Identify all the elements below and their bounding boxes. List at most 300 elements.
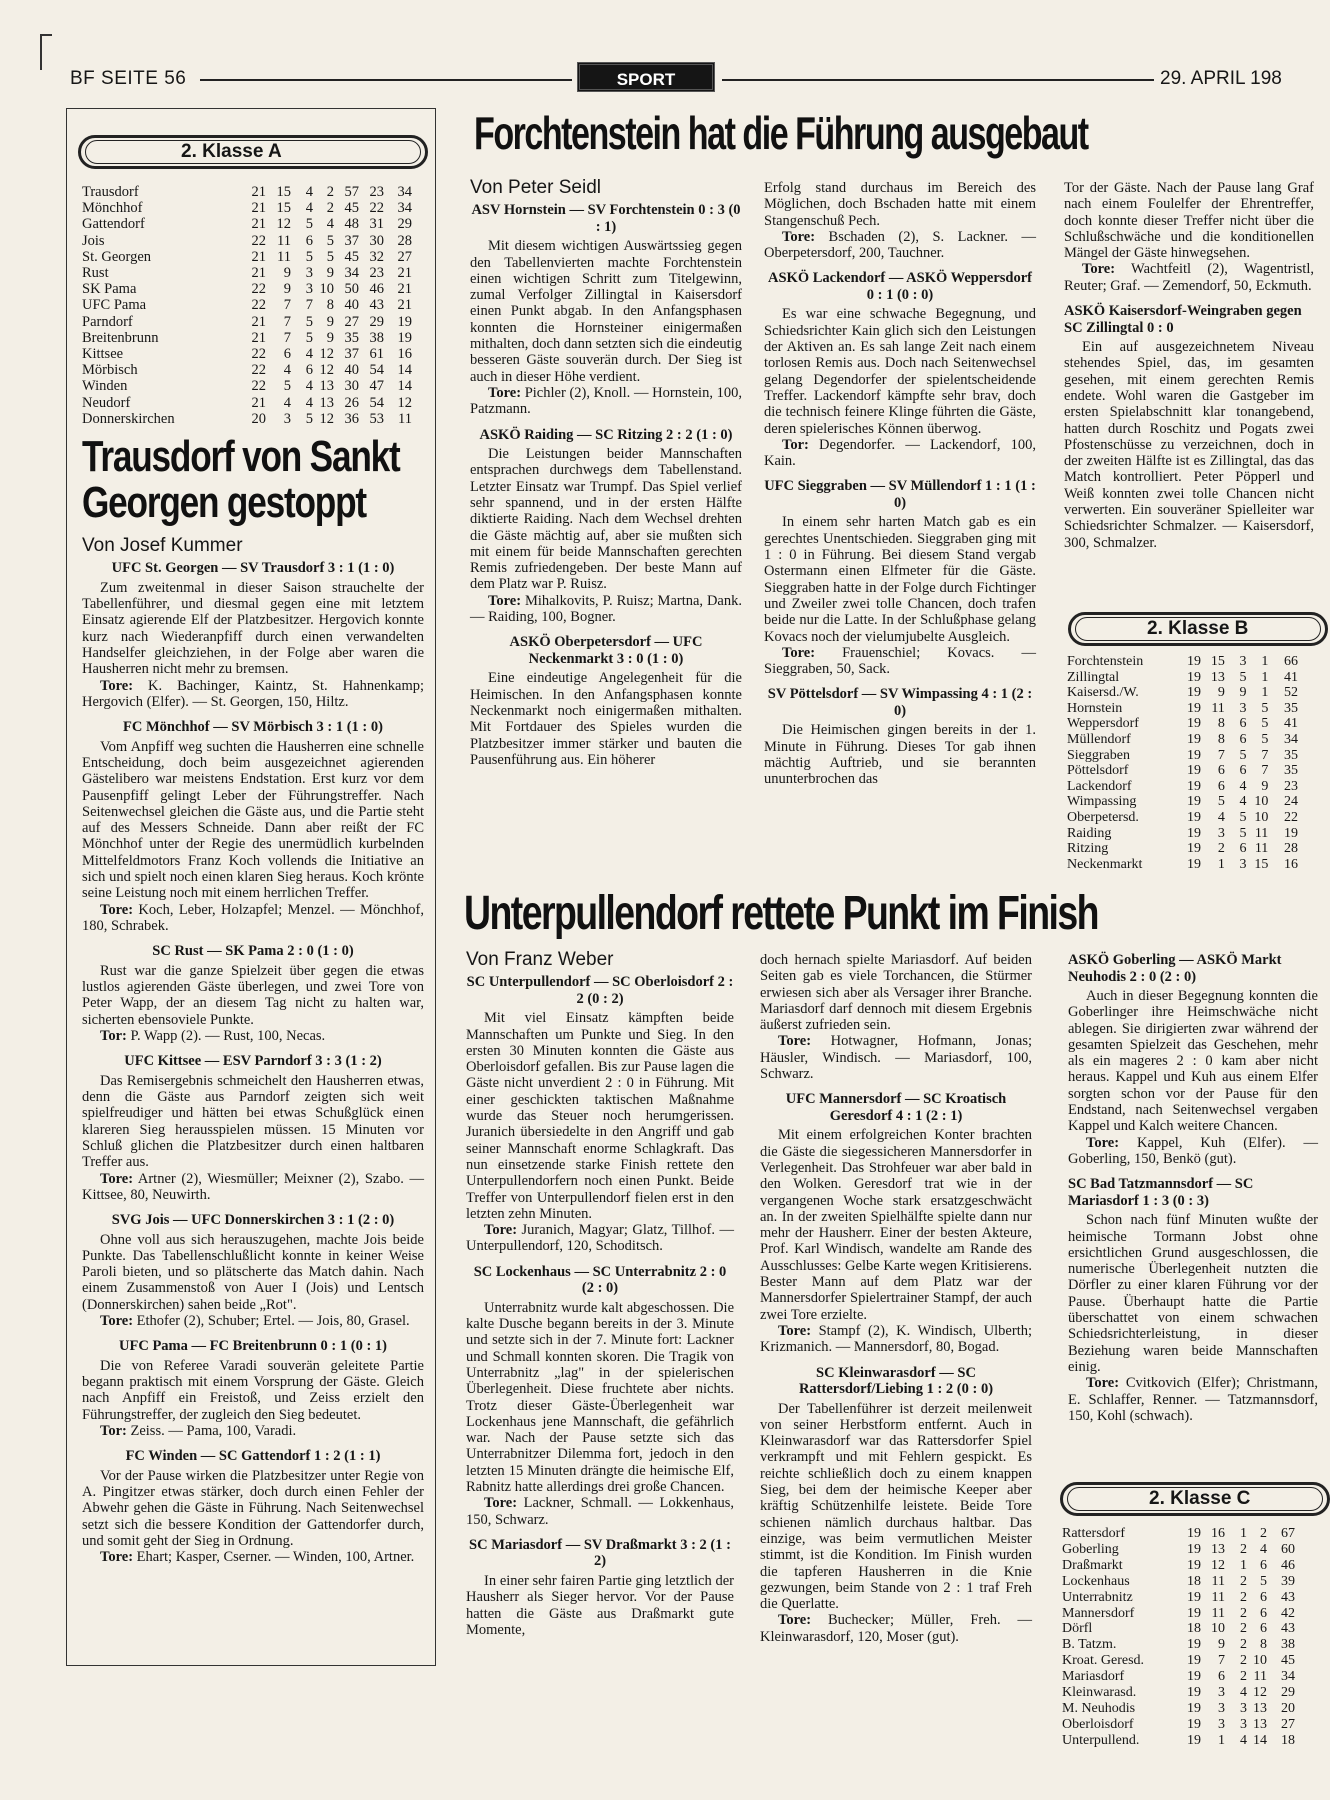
stat-cell: 4 <box>1240 1732 1247 1748</box>
stat-cell: 19 <box>1187 1557 1201 1573</box>
scorers <box>470 385 742 418</box>
team-name: Müllendorf <box>1067 731 1131 747</box>
stat-cell: 26 <box>344 394 359 411</box>
stat-cell: 11 <box>1254 841 1269 857</box>
stat-cell: 14 <box>1253 1732 1267 1748</box>
stat-cell: 4 <box>1260 1541 1267 1557</box>
team-name: Jois <box>82 232 105 249</box>
stat-cell: 7 <box>1261 763 1269 779</box>
team-name: Mönchhof <box>82 200 143 217</box>
stat-cell: 8 <box>1260 1637 1267 1653</box>
stat-cell: 19 <box>1187 778 1202 794</box>
scorers-label: Tore: <box>484 1222 518 1239</box>
stat-cell: 24 <box>1284 794 1298 810</box>
stat-cell: 19 <box>1187 1669 1201 1685</box>
stat-cell: 10 <box>1253 1653 1267 1669</box>
stat-cell: 2 <box>1240 1541 1247 1557</box>
match-heading: SC Kleinwarasdorf — SC Rattersdorf/Liebing 1 : 2 (0 : 0) <box>798 1364 994 1398</box>
stat-cell: 18 <box>1187 1573 1201 1589</box>
scorers <box>1064 261 1314 294</box>
match-report: Mit diesem wichtigen Auswärtssieg gegen den Tabellenvierten machte Forchtenstein einen wichtigen Schritt zum Titelgewinn, zumal Verfolger Zillingtal in Kaisersdorf einen Punkt abgab. In den Anfangsphasen konnten die Hornsteiner einigermaßen mithalten, doch dann setzten sich die eindeutig besseren Gäste souverän durch. Der Sieg ist auch in dieser Höhe verdient. <box>470 238 742 385</box>
stat-cell: 19 <box>1187 654 1202 669</box>
stat-cell: 5 <box>305 216 313 233</box>
stat-cell: 1 <box>1261 685 1269 701</box>
table-row <box>82 265 412 281</box>
stat-cell: 29 <box>1281 1685 1295 1701</box>
match-report: Der Tabellenführer ist derzeit meilenweit von seiner Herbstform entfernt. Auch in Kleinwarasdorf war das Rattersdorfer Spiel verkrampft und mit Fehlern gespickt. Es reichte schließlich doch zu einem knappen Sieg, bei dem der heimische Keeper aber kräftig Schützenhilfe leistete. Beide Tore schienen nämlich durchaus haltbar. Das einzige, was beim vermutlichen Meister stimmt, ist die Kondition. Im Finish wurden die tapferen Hausherren in die Knie gezwungen, beim Stande von 2 : 1 traf Freh die Querlatte. <box>760 1400 1032 1613</box>
scorers-label: Tore: <box>100 677 134 694</box>
stat-cell: 43 <box>1281 1621 1295 1637</box>
stat-cell: 35 <box>1284 747 1298 763</box>
table-row <box>1062 1717 1295 1733</box>
scorers <box>466 1222 734 1255</box>
story1-column-3 <box>1064 180 1314 551</box>
match-heading: UFC Pama — FC Breitenbrunn 0 : 1 (0 : 1) <box>119 1338 387 1355</box>
stat-cell: 21 <box>251 329 266 346</box>
table-row <box>1067 685 1298 701</box>
match-report: Vor der Pause wirken die Platzbesitzer unter Regie von A. Pingitzer etwas stärker, doch durch einen Fehler der Abwehr gehen die Gäste in Führung. Nach Seitenwechsel setzt sich die bessere Kondition der Gattendorfer durch, und somit geht der Sieg in Ordnung. <box>82 1467 424 1550</box>
team-name: Lackendorf <box>1067 778 1132 794</box>
stat-cell: 9 <box>1217 685 1225 701</box>
scorers <box>1068 1135 1318 1168</box>
stat-cell: 19 <box>1187 825 1202 841</box>
stat-cell: 6 <box>1239 841 1247 857</box>
scorers-text: Mihalkovits, P. Ruisz; Martna, Dank. — Raiding, 100, Bogner. <box>470 592 742 626</box>
match-report: Mit viel Einsatz kämpften beide Mannschaften um Punkte und Sieg. In den ersten 30 Minuten konnten die Gäste aus Oberloisdorf gefallen. Bis zur Pause lagen die Gäste nicht unverdient 2 : 0 in Führung. Mit einer geschickten taktischen Maßnahme wurde das Steuer noch herumgerissen. Juranich übersiedelte in den Angriff und gab seiner Mannschaft enorme Schlagkraft. Das nun einsetzende starke Finish rettete den Unterpullendorfern noch einen Punkt. Beide Treffer von Unterpullendorf fielen erst in den letzten zehn Minuten. <box>466 1010 734 1222</box>
stat-cell: 5 <box>1239 809 1247 825</box>
stat-cell: 3 <box>1239 654 1247 669</box>
stat-cell: 4 <box>305 184 313 200</box>
stat-cell: 22 <box>251 297 266 314</box>
section-label: SPORT <box>577 62 715 92</box>
match-report: Eine eindeutige Angelegenheit für die Heimischen. In den Anfangsphasen konnte Neckenmarkt noch einigermaßen mithalten. Mit Fortdauer des Spieles wurden die Platzbesitzer immer stärker und bauten die Pausenführung aus. Ein höherer <box>470 670 742 768</box>
left-headline-line-1: Trausdorf von Sankt <box>82 432 400 481</box>
team-name: Winden <box>82 378 128 395</box>
scorers-label: Tore: <box>488 592 522 609</box>
stat-cell: 21 <box>251 394 266 411</box>
stat-cell: 35 <box>1284 763 1298 779</box>
stat-cell: 40 <box>344 362 359 379</box>
match-report: In einem sehr harten Match gab es ein gerechtes Unentschieden. Sieggraben ging mit 1 : 0 in Führung. Bei diesem Stand vergab Ostermann einen Elfmeter für die Gäste. Sieggraben hatte in der Folge durch Fichtinger und Zweiler zwei tolle Chancen, doch trafen beide nur die Latte. In der Schlußphase gelang Kovacs noch der vielumjubelte Ausgleich. <box>764 514 1036 645</box>
scorers <box>82 1028 424 1044</box>
match-heading: SC Bad Tatzmannsdorf — SC Mariasdorf 1 : 3 (0 : 3) <box>1068 1176 1254 1209</box>
stat-cell: 29 <box>369 313 384 330</box>
match-heading: ASKÖ Raiding — SC Ritzing 2 : 2 (1 : 0) <box>479 426 733 443</box>
stat-cell: 1 <box>1261 654 1269 669</box>
table-row <box>1067 716 1298 732</box>
stat-cell: 13 <box>1211 1541 1225 1557</box>
table-row <box>1062 1637 1295 1653</box>
table-row <box>1062 1526 1295 1542</box>
byline: Von Franz Weber <box>466 949 614 970</box>
stat-cell: 4 <box>1239 778 1247 794</box>
stat-cell: 10 <box>1254 809 1269 825</box>
stat-cell: 1 <box>1240 1526 1247 1541</box>
scorers <box>82 1171 424 1204</box>
stat-cell: 9 <box>283 281 291 298</box>
stat-cell: 40 <box>344 297 359 314</box>
stat-cell: 60 <box>1281 1541 1295 1557</box>
stat-cell: 6 <box>1260 1589 1267 1605</box>
team-name: Donnerskirchen <box>82 410 175 427</box>
stat-cell: 13 <box>1210 669 1225 685</box>
table-b-title <box>1068 612 1328 646</box>
left-article <box>82 535 425 1662</box>
stat-cell: 42 <box>1281 1605 1295 1621</box>
stat-cell: 57 <box>344 184 359 200</box>
stat-cell: 19 <box>397 329 412 346</box>
scorers-label: Tor: <box>100 1027 127 1044</box>
stat-cell: 5 <box>326 248 334 265</box>
stat-cell: 5 <box>1261 716 1269 732</box>
stat-cell: 8 <box>1217 731 1225 747</box>
stat-cell: 16 <box>1284 856 1298 872</box>
scorers-text: K. Bachinger, Kaintz, St. Hahnenkamp; Hergovich (Elfer). — St. Georgen, 150, Hiltz. <box>82 677 424 710</box>
stat-cell: 7 <box>1217 747 1225 763</box>
stat-cell: 15 <box>276 200 291 217</box>
scorers <box>470 593 742 626</box>
match-report: doch hernach spielte Mariasdorf. Auf beiden Seiten gab es viele Torchancen, die Stürmer erwiesen sich aber als Versager ihrer Branche. Mariasdorf darf dennoch mit diesem Ergebnis äußerst zufrieden sein. <box>760 952 1032 1034</box>
team-name: Raiding <box>1067 825 1112 841</box>
stat-cell: 6 <box>1217 763 1225 779</box>
stat-cell: 20 <box>1281 1700 1295 1716</box>
standings-table-c <box>1062 1526 1295 1749</box>
stat-cell: 10 <box>1211 1621 1225 1637</box>
stat-cell: 19 <box>1187 1541 1201 1557</box>
stat-cell: 19 <box>1187 1589 1201 1605</box>
match-heading: SV Pöttelsdorf — SV Wimpassing 4 : 1 (2 : 0) <box>767 686 1033 719</box>
scorers <box>764 645 1036 678</box>
scorers <box>760 1323 1032 1356</box>
table-row <box>82 411 412 427</box>
team-name: Lockenhaus <box>1062 1573 1130 1589</box>
match-heading: ASKÖ Goberling — ASKÖ Markt Neuhodis 2 : 0 (2 : 0) <box>1068 952 1282 985</box>
stat-cell: 9 <box>1261 778 1269 794</box>
table-row <box>1062 1590 1295 1606</box>
scorers-label: Tore: <box>100 1313 134 1330</box>
stat-cell: 12 <box>397 394 412 411</box>
stat-cell: 32 <box>369 248 384 265</box>
scorers <box>1068 1375 1318 1424</box>
table-a-title-text: 2. Klasse A <box>181 141 282 162</box>
match-report: Mit einem erfolgreichen Konter brachten die Gäste die siegessicheren Mannersdorfer in Verlegenheit. Das Strohfeuer war aber bald in den Wolken. Geresdorf trat wie in der vergangenen Woche stark ersatzgeschwächt an. In der zweiten Spielhälfte spielte dann nur mehr der Hausherr. Einer der besten Akteure, Prof. Karl Windisch, wandelte am Rande des Ausschlusses: Gelbe Karte wegen Kritisierens. Bester Mann auf dem Platz war der Mannersdorfer Spielertrainer Stampf, der auch zwei Tore erzielte. <box>760 1127 1032 1323</box>
stat-cell: 5 <box>1239 825 1247 841</box>
scorers <box>82 1423 424 1439</box>
story2-column-3-clip <box>1068 952 1318 1470</box>
table-row <box>1062 1685 1295 1701</box>
stat-cell: 27 <box>344 313 359 330</box>
stat-cell: 2 <box>1240 1621 1247 1637</box>
standings-table-b <box>1067 654 1298 872</box>
scorers-label: Tore: <box>778 1612 812 1629</box>
stat-cell: 4 <box>1217 809 1225 825</box>
stat-cell: 12 <box>276 216 291 233</box>
stat-cell: 9 <box>1218 1637 1225 1653</box>
match-heading: FC Winden — SC Gattendorf 1 : 2 (1 : 1) <box>125 1448 381 1465</box>
stat-cell: 2 <box>1240 1637 1247 1653</box>
stat-cell: 1 <box>1218 1732 1225 1748</box>
stat-cell: 5 <box>305 410 313 427</box>
match-report: Auch in dieser Begegnung konnten die Goberlinger ihre Heimschwäche nicht ablegen. Sie dirigierten zwar während der gesamten Spielzeit das Geschehen, mehr als ein mageres 2 : 0 kam aber nicht heraus. Kappel und Kuh aus einem Elfer sorgten schon vor der Pause für den Endstand, nach Seitenwechsel vergaben Kappel und Kalch weitere Chancen. <box>1068 988 1318 1135</box>
team-name: Kroat. Geresd. <box>1062 1653 1145 1669</box>
stat-cell: 5 <box>1260 1573 1267 1589</box>
table-row <box>82 378 412 394</box>
stat-cell: 28 <box>397 232 412 249</box>
team-name: Mannersdorf <box>1062 1605 1135 1621</box>
left-headline <box>82 434 400 526</box>
stat-cell: 2 <box>326 184 334 200</box>
table-row <box>1062 1606 1295 1622</box>
team-name: Breitenbrunn <box>82 329 159 346</box>
stat-cell: 12 <box>1253 1685 1267 1701</box>
stat-cell: 4 <box>1240 1685 1247 1701</box>
stat-cell: 21 <box>397 281 412 298</box>
table-row <box>1062 1574 1295 1590</box>
scorers-label: Tore: <box>782 228 816 245</box>
match-heading: SC Rust — SK Pama 2 : 0 (1 : 0) <box>152 943 354 960</box>
stat-cell: 11 <box>277 232 291 249</box>
table-row <box>82 233 412 249</box>
table-b-clip <box>1067 654 1298 880</box>
stat-cell: 4 <box>283 394 291 411</box>
scorers-text: Degendorfer. — Lackendorf, 100, Kain. <box>764 436 1036 470</box>
scorers-text: Frauenschiel; Kovacs. — Sieggraben, 50, Sack. <box>764 644 1036 678</box>
stat-cell: 7 <box>305 297 313 314</box>
stat-cell: 12 <box>1211 1557 1225 1573</box>
stat-cell: 2 <box>1240 1573 1247 1589</box>
stat-cell: 29 <box>397 216 412 233</box>
stat-cell: 2 <box>1217 841 1225 857</box>
match-report: In einer sehr fairen Partie ging letztlich der Hausherr als Sieger hervor. Vor der Pause hatten die Gäste aus Draßmarkt gute Momente, <box>466 1572 734 1638</box>
scorers-label: Tore: <box>782 644 816 661</box>
match-report: Zum zweitenmal in dieser Saison strauchelte der Tabellenführer, und diesmal gegen eine mit letztem Einsatz agierende Elf der Platzbesitzer. Hergovich konnte kurz nach Wiederanpfiff durch einen verwandelten Handselfer gleichziehen, in der Folge aber waren die Hausherren nicht mehr zu bremsen. <box>82 579 424 678</box>
stat-cell: 19 <box>1187 1605 1201 1621</box>
stat-cell: 19 <box>1187 856 1202 872</box>
scorers-text: Artner (2), Wiesmüller; Meixner (2), Szabo. — Kittsee, 80, Neuwirth. <box>82 1170 425 1203</box>
scorers-label: Tore: <box>778 1322 812 1339</box>
story1-column-3-clip <box>1064 180 1314 620</box>
scorers-label: Tore: <box>778 1033 812 1050</box>
stat-cell: 19 <box>1284 825 1298 841</box>
stat-cell: 1 <box>1261 669 1269 685</box>
scorers-label: Tore: <box>1082 261 1116 278</box>
standings-table-a <box>82 184 412 427</box>
stat-cell: 5 <box>305 313 313 330</box>
stat-cell: 3 <box>305 265 313 282</box>
table-row <box>82 281 412 297</box>
stat-cell: 6 <box>1260 1557 1267 1573</box>
stat-cell: 7 <box>283 313 291 330</box>
table-row <box>82 200 412 216</box>
stat-cell: 6 <box>1260 1621 1267 1637</box>
stat-cell: 8 <box>326 297 334 314</box>
scorers-text: Wachtfeitl (2), Wagentristl, Reuter; Graf. — Zemendorf, 50, Eckmuth. <box>1064 261 1314 294</box>
table-row <box>82 249 412 265</box>
stat-cell: 30 <box>344 378 359 395</box>
stat-cell: 2 <box>1240 1669 1247 1685</box>
stat-cell: 19 <box>1187 1653 1201 1669</box>
stat-cell: 9 <box>326 265 334 282</box>
match-report: Schon nach fünf Minuten wußte der heimische Tormann Jobst ohne ersichtlichen Grund ausgeschlossen, die numerische Überlegenheit nutzten die Dörfler zu einer klaren Führung vor der Pause. Überhaupt hatte die Partie überschattet von einem schwachen Schiedsrichterleistung, in dieser Beziehung waren beide Mannschaften einig. <box>1068 1212 1318 1375</box>
table-row <box>82 362 412 378</box>
story1-column-2 <box>764 180 1036 870</box>
stat-cell: 6 <box>305 232 313 249</box>
stat-cell: 3 <box>1240 1716 1247 1732</box>
scorers <box>764 229 1036 262</box>
stat-cell: 5 <box>1239 747 1247 763</box>
match-report: Die Leistungen beider Mannschaften entsprachen durchwegs dem Tabellenstand. Letzter Einsatz war Trumpf. Das Spiel verlief sehr spannend, und in der ersten Hälfte diktierte Raiding. Nach dem Wechsel drehten die Gäste mächtig auf, aber sie mußten sich mit einem für beide Mannschaften gerechten Remis zufriedengeben. Der beste Mann auf dem Platz war P. Ruisz. <box>470 446 742 593</box>
match-heading: ASKÖ Oberpetersdorf — UFC Neckenmarkt 3 : 0 (1 : 0) <box>509 634 703 667</box>
stat-cell: 34 <box>1284 731 1298 747</box>
story1-column-1 <box>470 177 742 870</box>
table-row <box>1067 732 1298 748</box>
scorers <box>82 902 424 935</box>
team-name: Goberling <box>1062 1541 1119 1557</box>
team-name: Rattersdorf <box>1062 1526 1125 1541</box>
scorers-text: Cvitkovich (Elfer); Christmann, E. Schlaffer, Renner. — Tatzmannsdorf, 150, Kohl (schwach). <box>1068 1375 1318 1424</box>
stat-cell: 18 <box>1281 1732 1295 1748</box>
stat-cell: 43 <box>369 297 384 314</box>
team-name: Mariasdorf <box>1062 1669 1125 1685</box>
scorers-label: Tore: <box>1086 1375 1120 1392</box>
table-row <box>1067 841 1298 857</box>
match-heading: UFC Sieggraben — SV Müllendorf 1 : 1 (1 : 0) <box>764 478 1036 511</box>
table-row <box>1067 857 1298 873</box>
scorers-text: Bschaden (2), S. Lackner. — Oberpetersdorf, 200, Tauchner. <box>764 228 1036 262</box>
stat-cell: 22 <box>369 200 384 217</box>
stat-cell: 14 <box>397 362 412 379</box>
stat-cell: 19 <box>1187 700 1202 716</box>
stat-cell: 50 <box>344 281 359 298</box>
stat-cell: 6 <box>283 346 291 363</box>
team-name: B. Tatzm. <box>1062 1637 1117 1653</box>
match-heading: SVG Jois — UFC Donnerskirchen 3 : 1 (2 : 0) <box>111 1212 395 1229</box>
team-name: Dörfl <box>1062 1621 1093 1637</box>
stat-cell: 27 <box>397 248 412 265</box>
stat-cell: 2 <box>1240 1653 1247 1669</box>
stat-cell: 27 <box>1281 1716 1295 1732</box>
stat-cell: 23 <box>369 184 384 200</box>
scorers <box>82 678 424 711</box>
scorers-text: Kappel, Kuh (Elfer). — Goberling, 150, Benkö (gut). <box>1068 1134 1318 1167</box>
stat-cell: 16 <box>397 346 412 363</box>
stat-cell: 11 <box>277 248 291 265</box>
table-row <box>1062 1653 1295 1669</box>
team-name: Sieggraben <box>1067 747 1130 763</box>
scorers-label: Tore: <box>488 384 522 401</box>
scorers-label: Tor: <box>782 436 809 453</box>
stat-cell: 9 <box>283 265 291 282</box>
team-name: Unterpullend. <box>1062 1732 1140 1748</box>
stat-cell: 1 <box>1240 1557 1247 1573</box>
stat-cell: 3 <box>283 410 291 427</box>
stat-cell: 13 <box>319 378 334 395</box>
stat-cell: 1 <box>1217 856 1225 872</box>
table-row <box>1067 810 1298 826</box>
team-name: Pöttelsdorf <box>1067 763 1129 779</box>
scorers-text: Stampf (2), K. Windisch, Ulberth; Krizmanich. — Mannersdorf, 80, Bogad. <box>760 1322 1032 1356</box>
stat-cell: 43 <box>1281 1589 1295 1605</box>
stat-cell: 22 <box>251 346 266 363</box>
stat-cell: 19 <box>1187 716 1202 732</box>
table-b-title-text: 2. Klasse B <box>1147 618 1249 639</box>
match-heading: UFC Mannersdorf — SC Kroatisch Geresdorf 4 : 1 (2 : 1) <box>785 1091 1007 1124</box>
scorers-text: Ethofer (2), Schuber; Ertel. — Jois, 80, Grasel. <box>136 1313 410 1330</box>
page-edge-mark <box>42 34 52 36</box>
table-row <box>1067 779 1298 795</box>
team-name: Forchtenstein <box>1067 654 1144 669</box>
stat-cell: 30 <box>369 232 384 249</box>
stat-cell: 41 <box>1284 669 1298 685</box>
stat-cell: 6 <box>1239 763 1247 779</box>
table-row <box>1067 748 1298 764</box>
table-row <box>82 216 412 232</box>
stat-cell: 16 <box>1211 1526 1225 1541</box>
table-row <box>1067 701 1298 717</box>
match-report: Rust war die ganze Spielzeit über gegen die etwas lustlos agierenden Gäste überlegen, und zwei Tore von Peter Wapp, der an diesem Tag nicht zu halten war, sicherten ebensoviele Punkte. <box>82 962 424 1028</box>
table-row <box>82 330 412 346</box>
stat-cell: 8 <box>1217 716 1225 732</box>
table-row <box>1067 670 1298 686</box>
match-report: Die von Referee Varadi souverän geleitete Partie begann praktisch mit einem Vorsprung der Gäste. Gleich nach Anpfiff ein Freistoß, und Zeiss erzielt den Führungstreffer, der zugleich den Sieg bedeutet. <box>82 1357 424 1423</box>
table-c-title <box>1060 1482 1330 1516</box>
stat-cell: 6 <box>1239 731 1247 747</box>
stat-cell: 54 <box>369 362 384 379</box>
stat-cell: 11 <box>1211 700 1225 716</box>
stat-cell: 19 <box>1187 1700 1201 1716</box>
match-heading: ASKÖ Lackendorf — ASKÖ Weppersdorf 0 : 1 (0 : 0) <box>768 270 1032 303</box>
stat-cell: 11 <box>398 410 412 427</box>
story2-column-1 <box>466 949 735 1692</box>
table-row <box>1067 763 1298 779</box>
stat-cell: 48 <box>344 216 359 233</box>
stat-cell: 12 <box>319 346 334 363</box>
stat-cell: 4 <box>305 378 313 395</box>
stat-cell: 36 <box>344 410 359 427</box>
stat-cell: 19 <box>1187 1637 1201 1653</box>
table-row <box>1062 1542 1295 1558</box>
stat-cell: 34 <box>397 200 412 217</box>
scorers <box>760 1033 1032 1082</box>
match-report: Vom Anpfiff weg suchten die Hausherren eine schnelle Entscheidung, doch beim ausgezeichnet agierenden Gästelibero war meistens Endstation. Erst kurz vor dem Pausenpfiff gelingt Leber der Führungstreffer. Nach Seitenwechsel gleichen die Gäste aus, und die Partie steht auf des Messers Schneide. Dann aber reißt der FC Mönchhof unter der Regie des unermüdlich kurbelnden Mittelfeldmotors Franz Koch vollends die Initiative an sich und spielt noch einen klaren Sieg heraus. Koch krönte seine Leistung noch mit einem herrlichen Treffer. <box>82 738 424 902</box>
stat-cell: 2 <box>1260 1526 1267 1541</box>
stat-cell: 10 <box>1254 794 1269 810</box>
stat-cell: 22 <box>251 281 266 298</box>
scorers <box>82 1549 424 1565</box>
stat-cell: 6 <box>305 362 313 379</box>
table-row <box>82 346 412 362</box>
stat-cell: 5 <box>283 378 291 395</box>
stat-cell: 2 <box>1240 1589 1247 1605</box>
scorers <box>764 437 1036 470</box>
byline: Von Peter Seidl <box>470 177 601 198</box>
table-row <box>1067 826 1298 842</box>
scorers <box>466 1495 734 1528</box>
stat-cell: 28 <box>1284 841 1298 857</box>
match-heading: ASV Hornstein — SV Forchtenstein 0 : 3 (0 : 1) <box>471 202 741 235</box>
table-row <box>1062 1701 1295 1717</box>
match-report: Es war eine schwache Begegnung, und Schiedsrichter Kain glich sich den Leistungen der Aktiven an. Es sah lange Zeit nach einem torlosen Remis aus. Doch nach Seitenwechsel gelang Degendorfer der spielentscheidende Treffer. Lackendorf kämpfte sehr brav, doch die technisch feinere Klinge führten die Gäste, deren spielerisches Können überwog. <box>764 306 1036 437</box>
team-name: Oberpetersd. <box>1067 809 1139 825</box>
team-name: St. Georgen <box>82 248 152 265</box>
stat-cell: 3 <box>1240 1700 1247 1716</box>
table-row <box>1067 794 1298 810</box>
stat-cell: 9 <box>326 329 334 346</box>
match-report: Die Heimischen gingen bereits in der 1. Minute in Führung. Dieses Tor gab ihnen mächtig Auftrieb, und sie berannten ununterbrochen das <box>764 722 1036 788</box>
match-report: Ein auf ausgezeichnetem Niveau stehendes Spiel, das, im gesamten gesehen, mit einem gerechten Remis endete. Wohl waren die Gastgeber im ersten Spielabschnitt klar tonangebend, hatten durch Roschitz und Pogats zwei Pfostenschüsse zu verzeichnen, doch in der zweiten Hälfte ist es Zillingtal, das das Match kontrolliert. Peter Pöpperl und Weiß konnten zwei tolle Chancen nicht verwerten. Ein souveräner Spielleiter war Schiedsrichter Schmalzer. — Kaisersdorf, 300, Schmalzer. <box>1064 339 1314 551</box>
team-name: Mörbisch <box>82 362 138 379</box>
match-report: Erfolg stand durchaus im Bereich des Möglichen, doch Bschaden hatte mit einem Stangenschuß Pech. <box>764 180 1036 229</box>
